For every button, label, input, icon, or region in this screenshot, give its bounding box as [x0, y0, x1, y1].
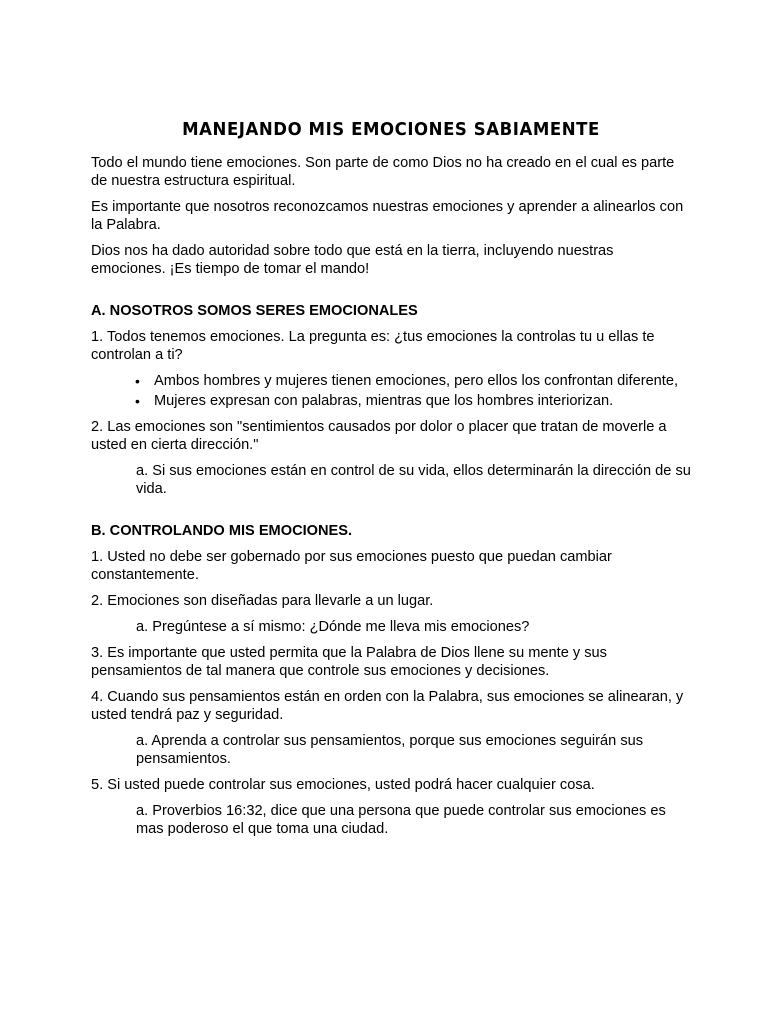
section-b-heading: B. CONTROLANDO MIS EMOCIONES.: [91, 523, 353, 539]
section-a-bullet-list: [91, 372, 691, 410]
section-b-item-2a: a. Pregúntese a sí mismo: ¿Dónde me lleva mis emociones?: [136, 619, 530, 635]
section-a-item-1: 1. Todos tenemos emociones. La pregunta es: ¿tus emociones la controlas tu u ellas te controlan a ti?: [91, 329, 655, 363]
bullet-item: [135, 392, 691, 410]
section-b-item-4a: a. Aprenda a controlar sus pensamientos, porque sus emociones seguirán sus pensamientos.: [136, 733, 644, 767]
section-b-item-5: 5. Si usted puede controlar sus emociones, usted podrá hacer cualquier cosa.: [91, 777, 595, 793]
section-b-item-5a: a. Proverbios 16:32, dice que una persona que puede controlar sus emociones es mas poderoso el que toma una ciudad.: [136, 803, 666, 837]
bullet-text: Mujeres expresan con palabras, mientras que los hombres interiorizan.: [154, 393, 614, 409]
document-title: MANEJANDO MIS EMOCIONES SABIAMENTE: [182, 119, 600, 140]
bullet-icon: •: [135, 373, 140, 389]
intro-paragraph-1: Todo el mundo tiene emociones. Son parte de como Dios no ha creado en el cual es parte de nuestra estructura espiritual.: [91, 155, 675, 189]
section-b: [91, 522, 691, 838]
intro-paragraph-2: Es importante que nosotros reconozcamos nuestras emociones y aprender a alinearlos con la Palabra.: [91, 199, 684, 233]
section-b-item-2: 2. Emociones son diseñadas para llevarle a un lugar.: [91, 593, 434, 609]
bullet-item: [135, 372, 691, 390]
section-b-item-4: 4. Cuando sus pensamientos están en orden con la Palabra, sus emociones se alinearan, y usted tendrá paz y seguridad.: [91, 689, 684, 723]
bullet-icon: •: [135, 393, 140, 409]
section-a-heading: A. NOSOTROS SOMOS SERES EMOCIONALES: [91, 303, 418, 319]
intro-paragraph-3: Dios nos ha dado autoridad sobre todo que está en la tierra, incluyendo nuestras emociones. ¡Es tiempo de tomar el mando!: [91, 243, 614, 277]
document-content: [91, 118, 691, 838]
section-a: [91, 302, 691, 498]
bullet-text: Ambos hombres y mujeres tienen emociones, pero ellos los confrontan diferente,: [154, 373, 679, 389]
section-a-item-2a: a. Si sus emociones están en control de su vida, ellos determinarán la dirección de su vida.: [136, 463, 691, 497]
section-a-item-2: 2. Las emociones son "sentimientos causados por dolor o placer que tratan de moverle a usted en cierta dirección.": [91, 419, 667, 453]
section-b-item-1: 1. Usted no debe ser gobernado por sus emociones puesto que puedan cambiar constantemente.: [91, 549, 612, 583]
section-b-item-3: 3. Es importante que usted permita que la Palabra de Dios llene su mente y sus pensamientos de tal manera que controle sus emociones y decisiones.: [91, 645, 607, 679]
